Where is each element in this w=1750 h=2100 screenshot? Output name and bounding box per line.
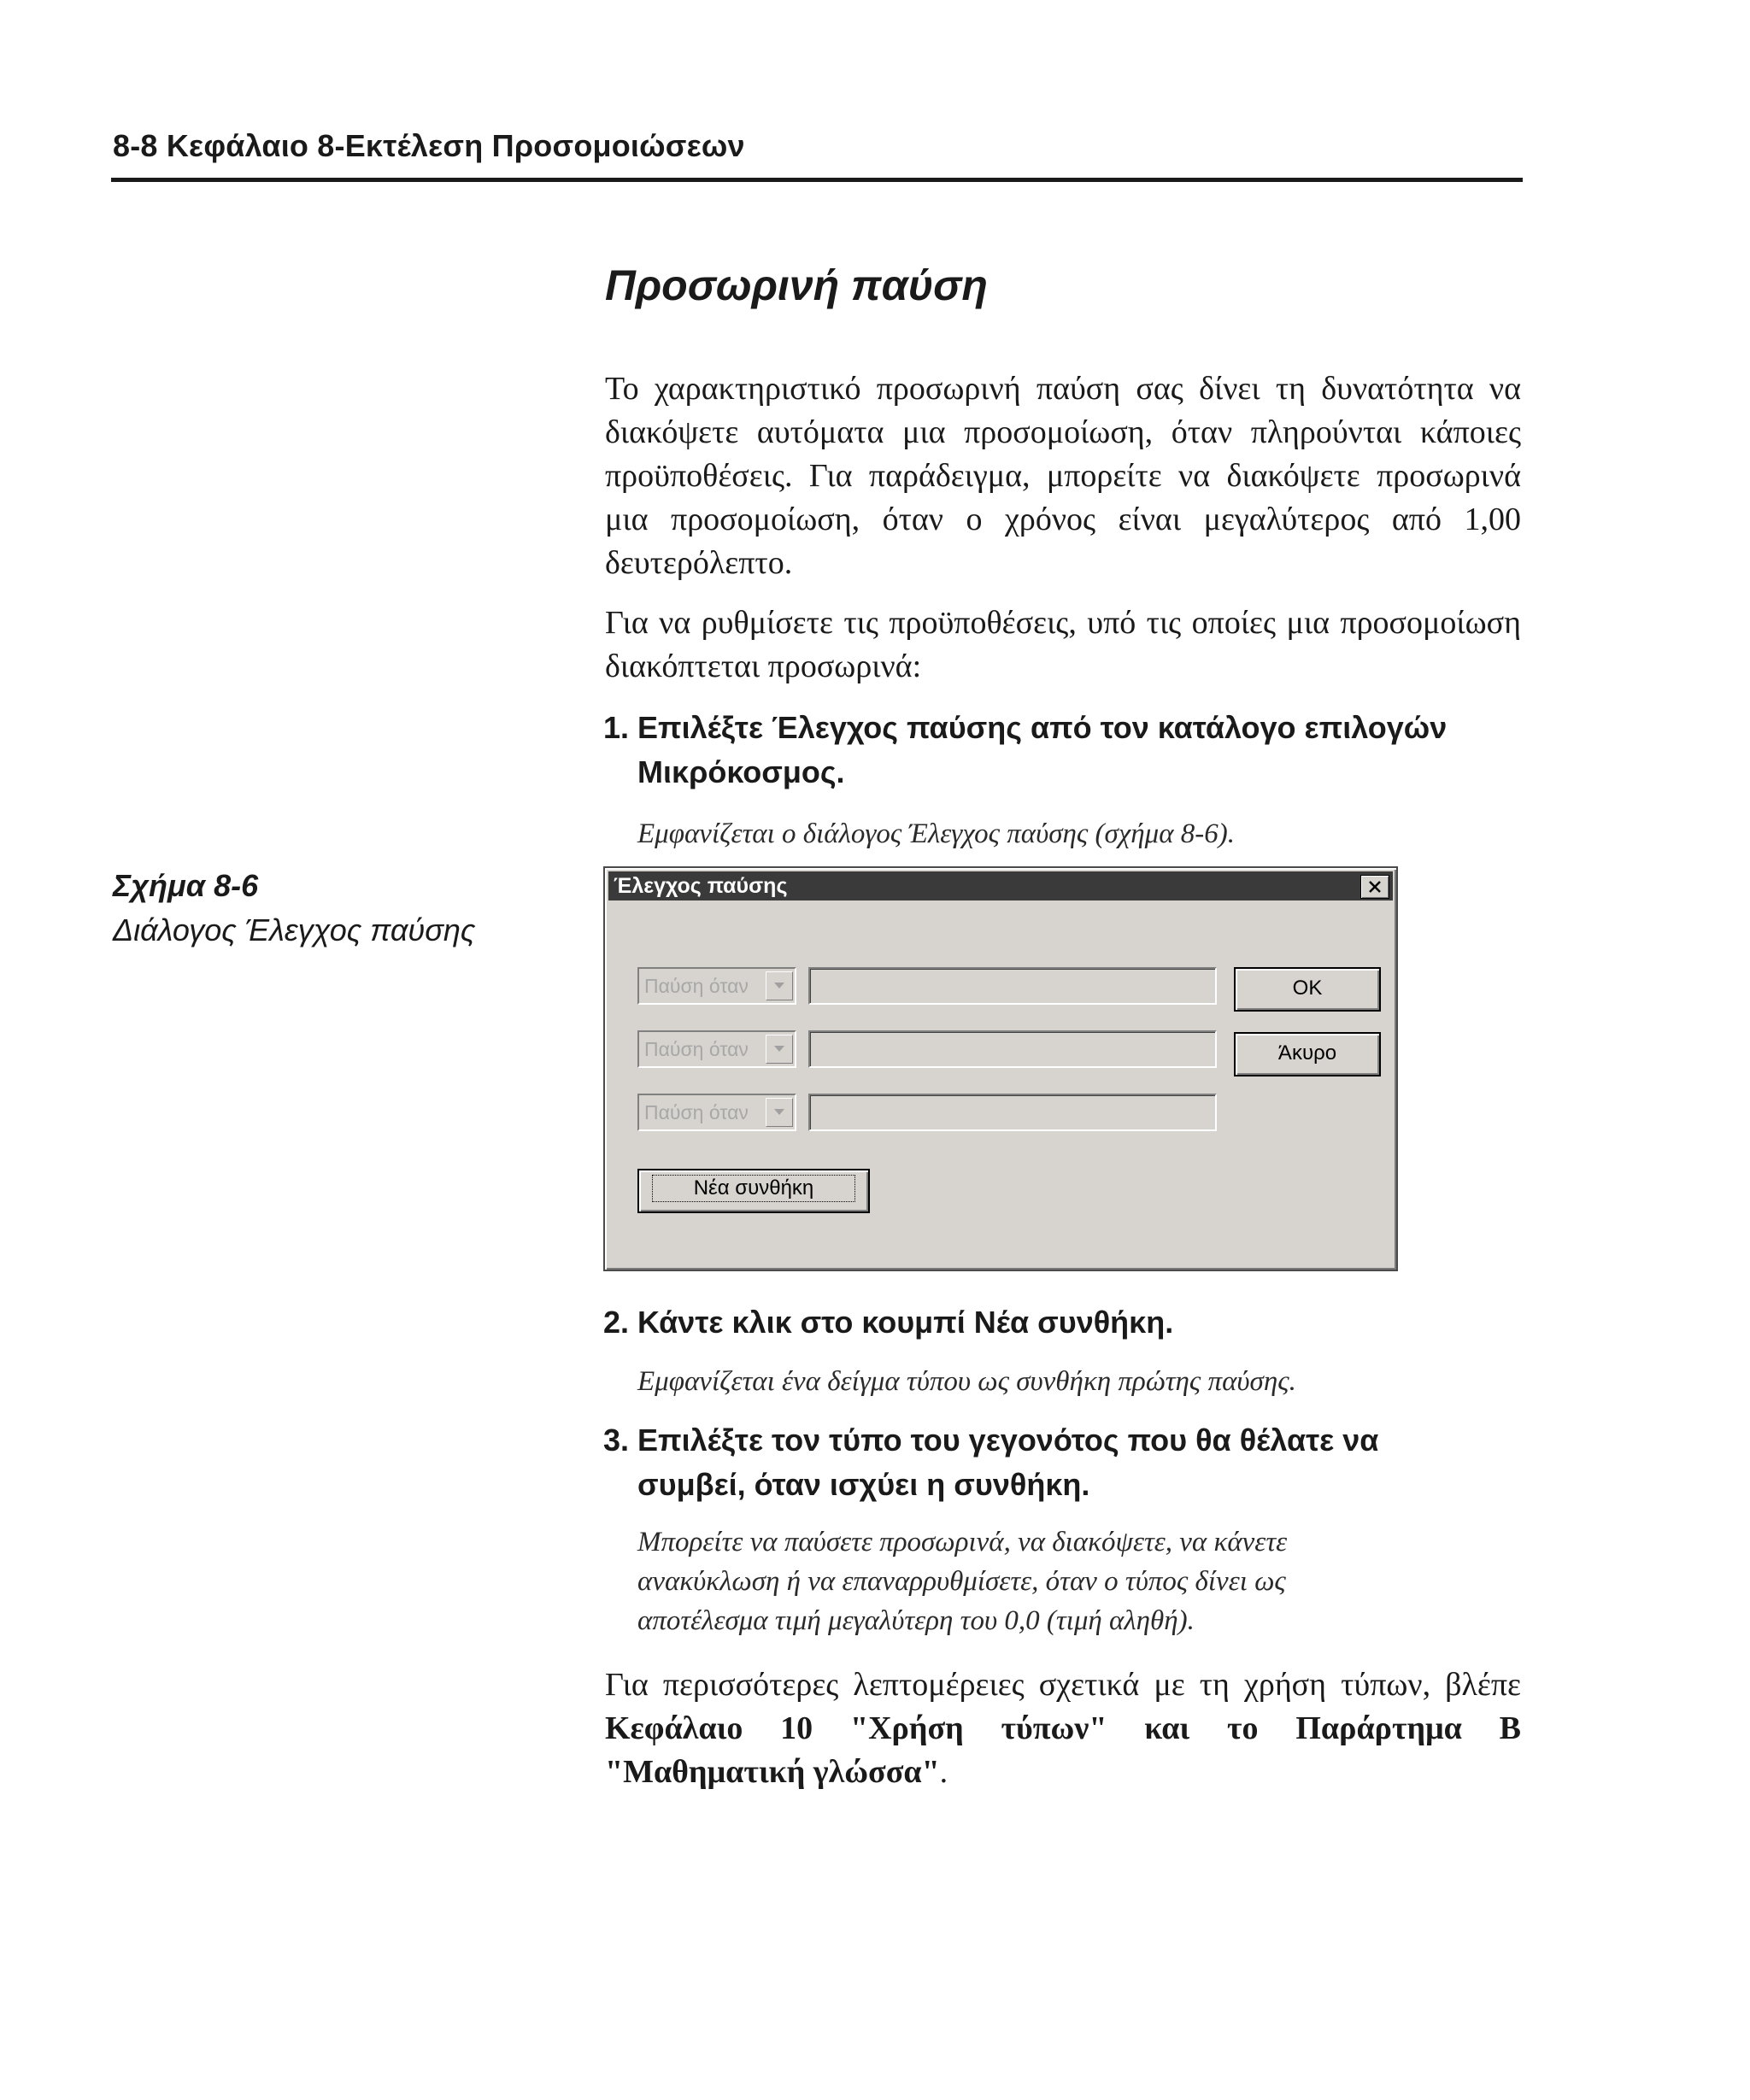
step-3-line1: Επιλέξτε τον τύπο του γεγονότος που θα θέλατε να xyxy=(637,1422,1379,1458)
pause-control-dialog xyxy=(603,866,1398,1271)
reference-end: . xyxy=(939,1754,948,1790)
condition-type-value-3: Παύση όταν xyxy=(644,1101,749,1123)
step-1-number: 1. xyxy=(603,710,630,745)
step-3-note-line-1: Μπορείτε να παύσετε προσωρινά, να διακόψετε, να κάνετε xyxy=(637,1527,1288,1557)
step-3 xyxy=(603,1418,1526,1507)
condition-formula-field-3[interactable] xyxy=(808,1094,1217,1131)
header-rule xyxy=(111,178,1523,182)
section-title: Προσωρινή παύση xyxy=(605,261,988,309)
step-3-note-line-3: αποτέλεσμα τιμή μεγαλύτερη του 0,0 (τιμή αληθή). xyxy=(637,1605,1195,1636)
reference-text: Για περισσότερες λεπτομέρειες σχετικά με τη χρήση τύπων, βλέπε xyxy=(605,1667,1521,1703)
step-2-number: 2. xyxy=(603,1305,630,1340)
new-condition-button-label: Νέα συνθήκη xyxy=(652,1175,856,1202)
ok-button[interactable] xyxy=(1234,967,1381,1012)
intro-paragraph-1: Το χαρακτηριστικό προσωρινή παύση σας δίνει τη δυνατότητα να διακόψετε αυτόματα μια προσομοίωση, όταν πληρούνται κάποιες προϋποθέσεις. Για παράδειγμα, μπορείτε να διακόψετε προσωρινά μια προσομοίωση, όταν ο χρόνος είναι μεγαλύτερος από 1,00 δευτερόλεπτο. xyxy=(605,371,1521,581)
condition-type-select-3[interactable] xyxy=(637,1094,796,1131)
step-1-line2: Μικρόκοσμος. xyxy=(637,754,845,789)
dropdown-arrow-icon[interactable] xyxy=(766,971,793,1000)
step-3-note-line-2: ανακύκλωση ή να επαναρρυθμίσετε, όταν ο τύπος δίνει ως xyxy=(637,1566,1286,1597)
step-2 xyxy=(603,1300,1526,1345)
condition-type-value-2: Παύση όταν xyxy=(644,1038,749,1060)
figure-caption: Διάλογος Έλεγχος παύσης xyxy=(113,912,476,947)
dialog-title: Έλεγχος παύσης xyxy=(614,874,788,898)
step-2-line1: Κάντε κλικ στο κουμπί Νέα συνθήκη. xyxy=(637,1305,1174,1340)
close-button[interactable] xyxy=(1360,875,1389,899)
condition-type-select-2[interactable] xyxy=(637,1030,796,1068)
reference-paragraph xyxy=(605,1663,1521,1794)
figure-label: Σχήμα 8-6 xyxy=(113,868,259,903)
step-1-note: Εμφανίζεται ο διάλογος Έλεγχος παύσης (σχήμα 8-6). xyxy=(637,818,1236,849)
condition-type-value-1: Παύση όταν xyxy=(644,975,749,997)
new-condition-button[interactable] xyxy=(637,1169,870,1213)
ok-button-label: OK xyxy=(1292,977,1323,1000)
running-head: 8-8 Κεφάλαιο 8-Εκτέλεση Προσομοιώσεων xyxy=(113,128,745,163)
close-icon xyxy=(1369,881,1381,893)
intro-paragraph-2: Για να ρυθμίσετε τις προϋποθέσεις, υπό τις οποίες μια προσομοίωση διακόπτεται προσωρινά: xyxy=(605,605,1521,684)
step-1 xyxy=(603,706,1526,795)
step-3-number: 3. xyxy=(603,1422,630,1458)
cancel-button[interactable] xyxy=(1234,1032,1381,1076)
dropdown-arrow-icon[interactable] xyxy=(766,1098,793,1127)
step-3-line2: συμβεί, όταν ισχύει η συνθήκη. xyxy=(637,1467,1090,1502)
reference-links: Κεφάλαιο 10 "Χρήση τύπων" και το Παράρτημα Β "Μαθηματική γλώσσα" xyxy=(605,1710,1521,1790)
condition-formula-field-2[interactable] xyxy=(808,1030,1217,1068)
condition-formula-field-1[interactable] xyxy=(808,967,1217,1005)
cancel-button-label: Άκυρο xyxy=(1277,1041,1337,1065)
condition-type-select-1[interactable] xyxy=(637,967,796,1005)
dialog-titlebar[interactable] xyxy=(608,871,1393,900)
dropdown-arrow-icon[interactable] xyxy=(766,1035,793,1064)
step-3-note xyxy=(637,1522,1526,1640)
step-1-line1: Επιλέξτε Έλεγχος παύσης από τον κατάλογο επιλογών xyxy=(637,710,1448,745)
step-2-note: Εμφανίζεται ένα δείγμα τύπου ως συνθήκη πρώτης παύσης. xyxy=(637,1366,1296,1397)
